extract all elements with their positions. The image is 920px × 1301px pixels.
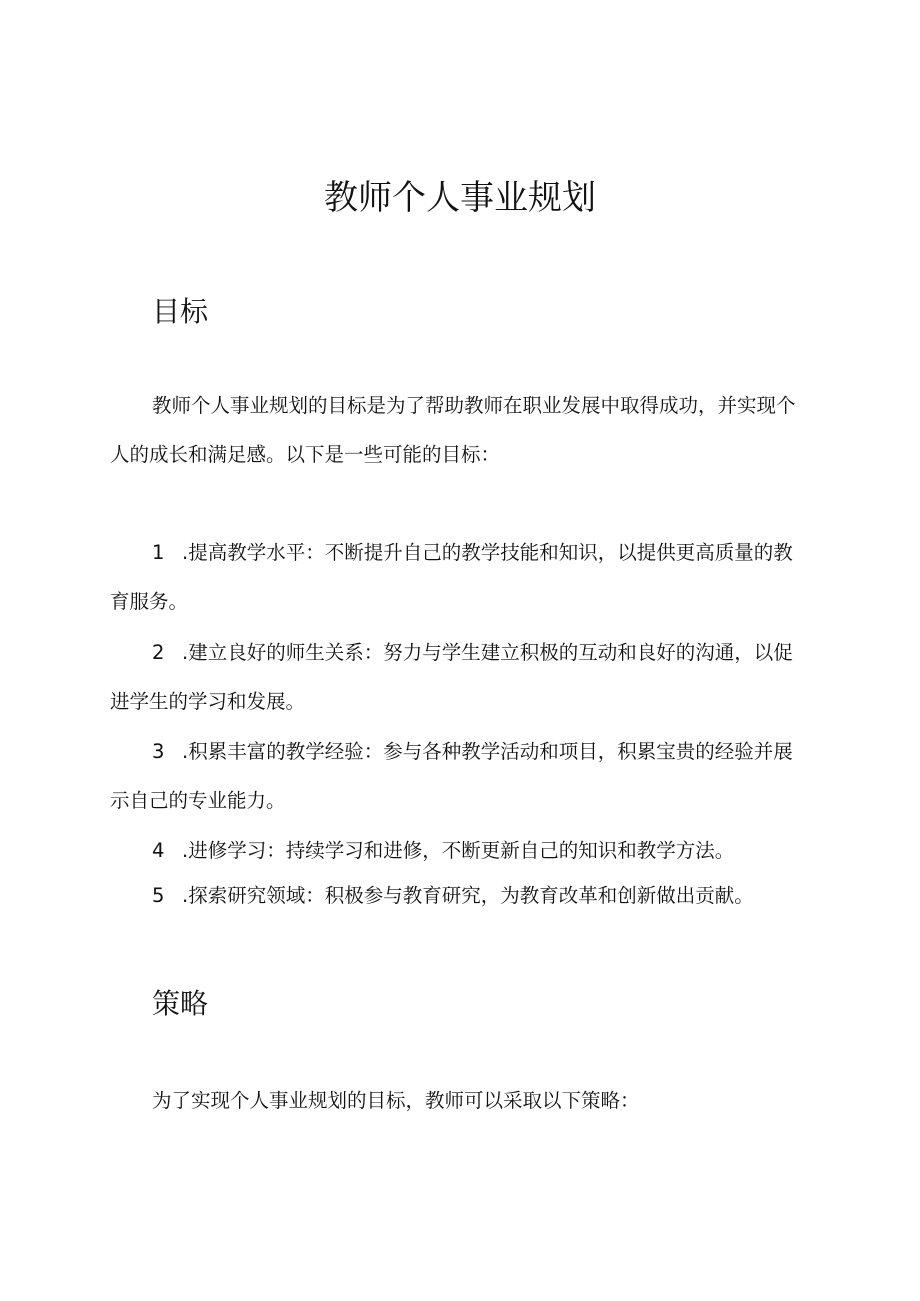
goal-item-text: .建立良好的师生关系：努力与学生建立积极的互动和良好的沟通，以促进学生的学习和发展。 (110, 641, 793, 713)
goal-item (110, 727, 810, 825)
goal-item (110, 628, 810, 726)
goal-item-text: .提高教学水平：不断提升自己的教学技能和知识，以提供更高质量的教育服务。 (110, 541, 793, 613)
goals-intro-paragraph: 教师个人事业规划的目标是为了帮助教师在职业发展中取得成功，并实现个人的成长和满足感。以下是一些可能的目标： (110, 394, 796, 466)
goal-item-text: .探索研究领域：积极参与教育研究，为教育改革和创新做出贡献。 (182, 884, 754, 907)
goal-item-number: 1 (152, 541, 165, 564)
section-heading-goals: 目标 (152, 295, 209, 328)
goal-item-number: 5 (152, 884, 165, 907)
goal-item-number: 3 (152, 740, 165, 763)
section-heading-strategy: 策略 (152, 987, 209, 1020)
goal-item-number: 2 (152, 641, 165, 664)
goal-item-number: 4 (152, 839, 165, 862)
page-title: 教师个人事业规划 (324, 178, 596, 218)
goal-item-text: .进修学习：持续学习和进修，不断更新自己的知识和教学方法。 (182, 839, 735, 862)
goal-item (110, 871, 810, 920)
strategy-intro-paragraph: 为了实现个人事业规划的目标，教师可以采取以下策略： (152, 1089, 640, 1112)
goal-item (110, 528, 810, 626)
goal-item-text: .积累丰富的教学经验：参与各种教学活动和项目，积累宝贵的经验并展示自己的专业能力。 (110, 740, 793, 812)
goal-item (110, 826, 810, 875)
